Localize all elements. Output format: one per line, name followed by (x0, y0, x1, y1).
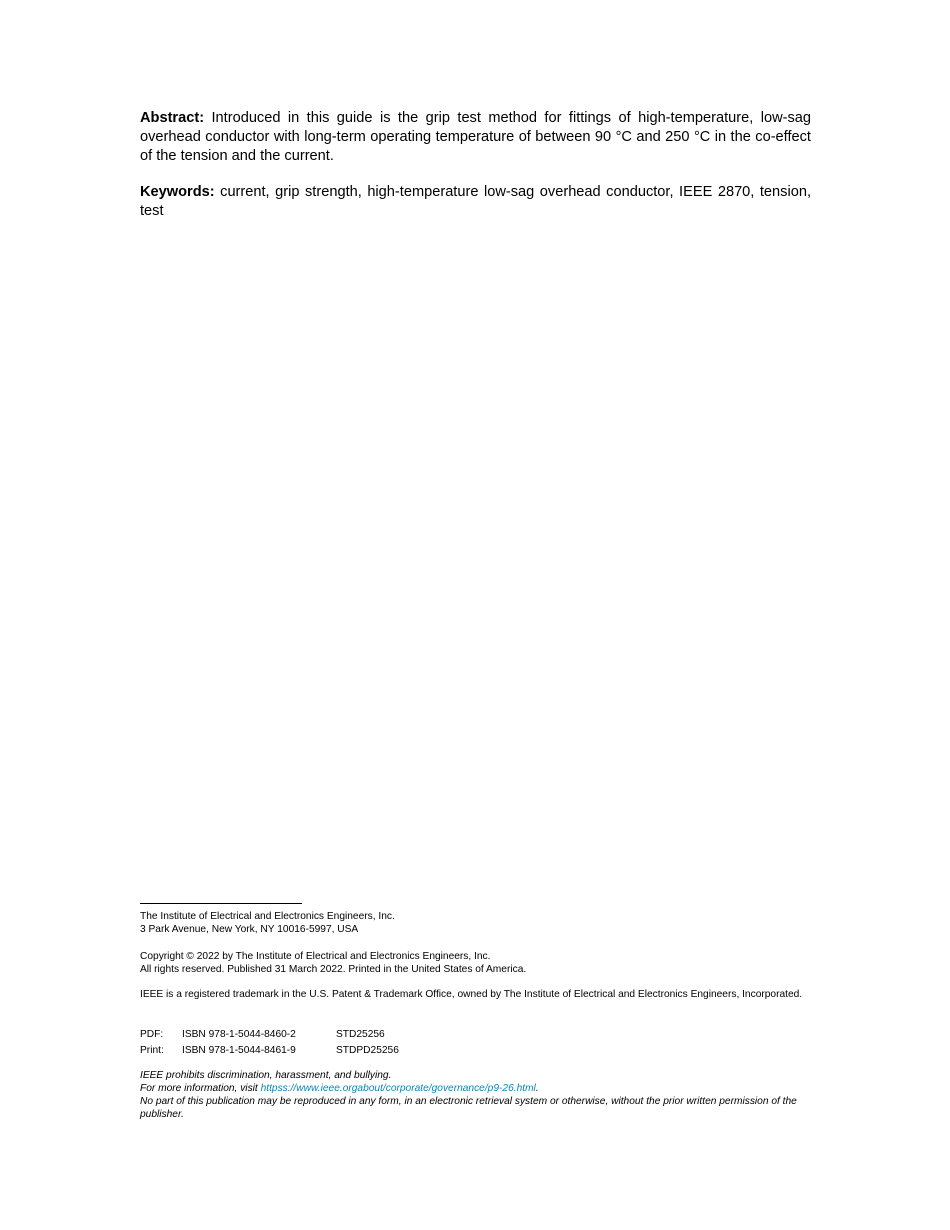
legal-notice (140, 1069, 812, 1121)
trademark-text: IEEE is a registered trademark in the U.S. Patent & Trademark Office, owned by The Institute of Electrical and Electronics Engineers, Incorporated. (140, 989, 803, 1000)
isbn-number: ISBN 978-1-5044-8460-2 (182, 1029, 296, 1040)
isbn-number: ISBN 978-1-5044-8461-9 (182, 1045, 296, 1056)
keywords-label: Keywords: (140, 184, 215, 200)
reproduction-notice: No part of this publication may be reproduced in any form, in an electronic retrieval system or otherwise, without the prior written permission of the publisher. (140, 1096, 797, 1120)
copyright-line: Copyright © 2022 by The Institute of Electrical and Electronics Engineers, Inc. (140, 951, 491, 962)
more-info-suffix: . (535, 1083, 539, 1094)
keywords-paragraph (140, 183, 811, 221)
copyright-block (140, 950, 812, 976)
isbn-row-pdf (140, 1027, 812, 1043)
isbn-kind: Print: (140, 1045, 164, 1056)
more-info-prefix: For more information, visit (140, 1083, 261, 1094)
rights-line: All rights reserved. Published 31 March 2022. Printed in the United States of America. (140, 964, 527, 975)
isbn-code: STD25256 (336, 1029, 385, 1040)
institute-name: The Institute of Electrical and Electronics Engineers, Inc. (140, 911, 395, 922)
trademark-notice (140, 988, 812, 1001)
keywords-text: current, grip strength, high-temperature low-sag overhead conductor, IEEE 2870, tension, test (140, 184, 811, 219)
abstract-paragraph (140, 109, 811, 166)
prohibits-line: IEEE prohibits discrimination, harassment, and bullying. (140, 1070, 392, 1081)
abstract-text: Introduced in this guide is the grip test method for fittings of high-temperature, low-sag overhead conductor with long-term operating temperature of between 90 °C and 250 °C in the co-effect of the tension and the current. (140, 110, 811, 164)
isbn-row-print (140, 1043, 812, 1059)
publisher-address (140, 910, 812, 936)
isbn-kind: PDF: (140, 1029, 164, 1040)
more-info-line (140, 1082, 812, 1095)
isbn-table (140, 1027, 812, 1059)
institute-address: 3 Park Avenue, New York, NY 10016-5997, USA (140, 924, 359, 935)
abstract-label: Abstract: (140, 110, 205, 126)
isbn-code: STDPD25256 (336, 1045, 399, 1056)
footer-divider (140, 903, 302, 904)
governance-link[interactable]: httpss://www.ieee.orgabout/corporate/governance/p9-26.html (260, 1083, 536, 1094)
